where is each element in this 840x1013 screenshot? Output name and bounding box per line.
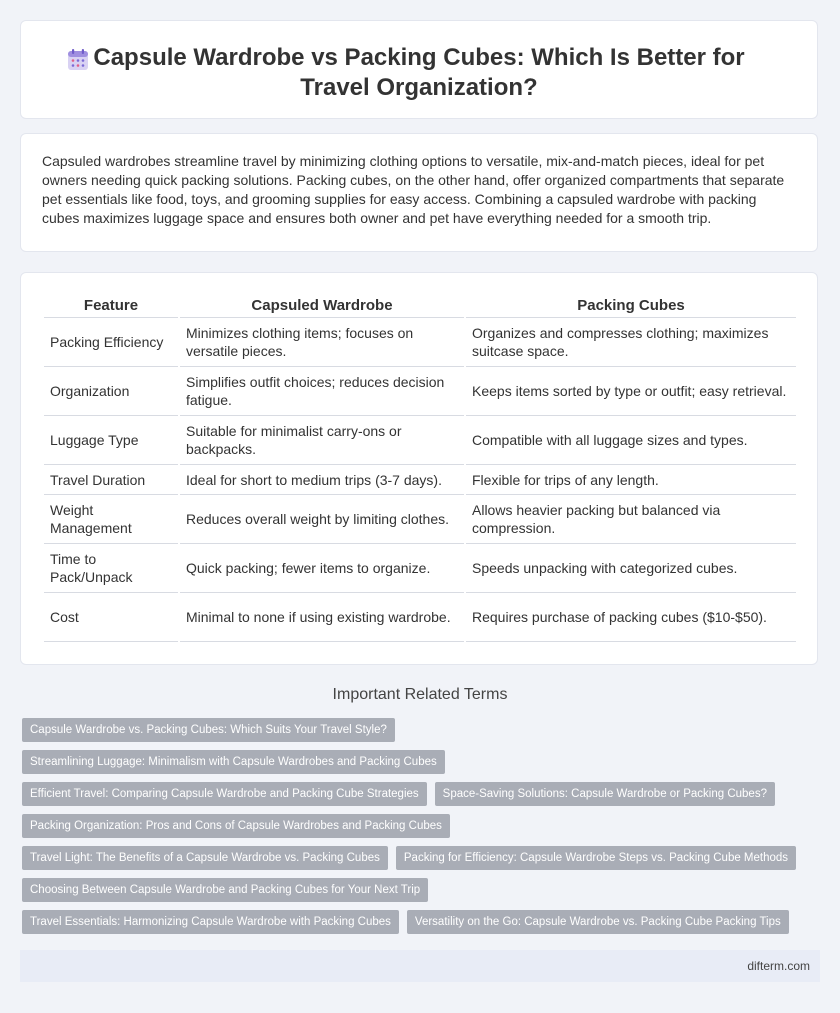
row-feature: Packing Efficiency bbox=[44, 318, 178, 367]
page-title: Capsule Wardrobe vs Packing Cubes: Which Is Better for Travel Organization? bbox=[93, 44, 745, 101]
row-packing-cubes: Requires purchase of packing cubes ($10-$50). bbox=[466, 593, 796, 642]
related-term-tag[interactable]: Choosing Between Capsule Wardrobe and Packing Cubes for Your Next Trip bbox=[22, 878, 428, 902]
related-term-tag[interactable]: Streamlining Luggage: Minimalism with Capsule Wardrobes and Packing Cubes bbox=[22, 750, 445, 774]
row-packing-cubes: Speeds unpacking with categorized cubes. bbox=[466, 544, 796, 593]
table-row bbox=[44, 416, 796, 465]
table-row bbox=[44, 318, 796, 367]
row-feature: Luggage Type bbox=[44, 416, 178, 465]
row-feature: Weight Management bbox=[44, 495, 178, 544]
header-card bbox=[20, 20, 818, 119]
row-capsuled-wardrobe: Reduces overall weight by limiting clothes. bbox=[180, 495, 464, 544]
related-term-tag[interactable]: Packing for Efficiency: Capsule Wardrobe Steps vs. Packing Cube Methods bbox=[396, 846, 796, 870]
row-capsuled-wardrobe: Minimizes clothing items; focuses on versatile pieces. bbox=[180, 318, 464, 367]
row-feature: Cost bbox=[44, 593, 178, 642]
table-row bbox=[44, 465, 796, 495]
row-feature: Travel Duration bbox=[44, 465, 178, 495]
footer bbox=[20, 950, 820, 982]
table-row bbox=[44, 593, 796, 642]
related-term-tag[interactable]: Capsule Wardrobe vs. Packing Cubes: Which Suits Your Travel Style? bbox=[22, 718, 395, 742]
row-feature: Time to Pack/Unpack bbox=[44, 544, 178, 593]
row-capsuled-wardrobe: Ideal for short to medium trips (3-7 days). bbox=[180, 465, 464, 495]
related-term-tag[interactable]: Travel Light: The Benefits of a Capsule Wardrobe vs. Packing Cubes bbox=[22, 846, 388, 870]
header-packing-cubes: Packing Cubes bbox=[466, 293, 796, 318]
row-capsuled-wardrobe: Suitable for minimalist carry-ons or backpacks. bbox=[180, 416, 464, 465]
row-capsuled-wardrobe: Quick packing; fewer items to organize. bbox=[180, 544, 464, 593]
table-header-row bbox=[44, 293, 796, 318]
row-packing-cubes: Flexible for trips of any length. bbox=[466, 465, 796, 495]
related-term-tag[interactable]: Travel Essentials: Harmonizing Capsule Wardrobe with Packing Cubes bbox=[22, 910, 399, 934]
row-feature: Organization bbox=[44, 367, 178, 416]
related-term-tag[interactable]: Efficient Travel: Comparing Capsule Wardrobe and Packing Cube Strategies bbox=[22, 782, 427, 806]
comparison-card bbox=[20, 272, 818, 665]
row-packing-cubes: Allows heavier packing but balanced via compression. bbox=[466, 495, 796, 544]
comparison-table bbox=[42, 293, 798, 642]
row-packing-cubes: Keeps items sorted by type or outfit; easy retrieval. bbox=[466, 367, 796, 416]
row-capsuled-wardrobe: Simplifies outfit choices; reduces decision fatigue. bbox=[180, 367, 464, 416]
row-packing-cubes: Organizes and compresses clothing; maximizes suitcase space. bbox=[466, 318, 796, 367]
intro-card bbox=[20, 133, 818, 252]
row-capsuled-wardrobe: Minimal to none if using existing wardrobe. bbox=[180, 593, 464, 642]
related-term-tag[interactable]: Space-Saving Solutions: Capsule Wardrobe or Packing Cubes? bbox=[435, 782, 775, 806]
related-terms-list bbox=[22, 718, 822, 942]
related-term-tag[interactable]: Packing Organization: Pros and Cons of Capsule Wardrobes and Packing Cubes bbox=[22, 814, 450, 838]
footer-site-link[interactable]: difterm.com bbox=[747, 959, 810, 973]
table-row bbox=[44, 495, 796, 544]
intro-text: Capsuled wardrobes streamline travel by minimizing clothing options to versatile, mix-and-match pieces, ideal for pet owners needing quick packing solutions. Packing cubes, on the other hand, offer organized compartments that separate pet essentials like food, toys, and grooming supplies for easy access. Combining a capsuled wardrobe with packing cubes maximizes luggage space and ensures both owner and pet have everything needed for a smooth trip. bbox=[42, 153, 785, 226]
related-terms-title: Important Related Terms bbox=[332, 686, 508, 703]
table-row bbox=[44, 544, 796, 593]
header-capsuled-wardrobe: Capsuled Wardrobe bbox=[180, 293, 464, 318]
table-row bbox=[44, 367, 796, 416]
header-feature: Feature bbox=[44, 293, 178, 318]
related-term-tag[interactable]: Versatility on the Go: Capsule Wardrobe vs. Packing Cube Packing Tips bbox=[407, 910, 789, 934]
row-packing-cubes: Compatible with all luggage sizes and types. bbox=[466, 416, 796, 465]
